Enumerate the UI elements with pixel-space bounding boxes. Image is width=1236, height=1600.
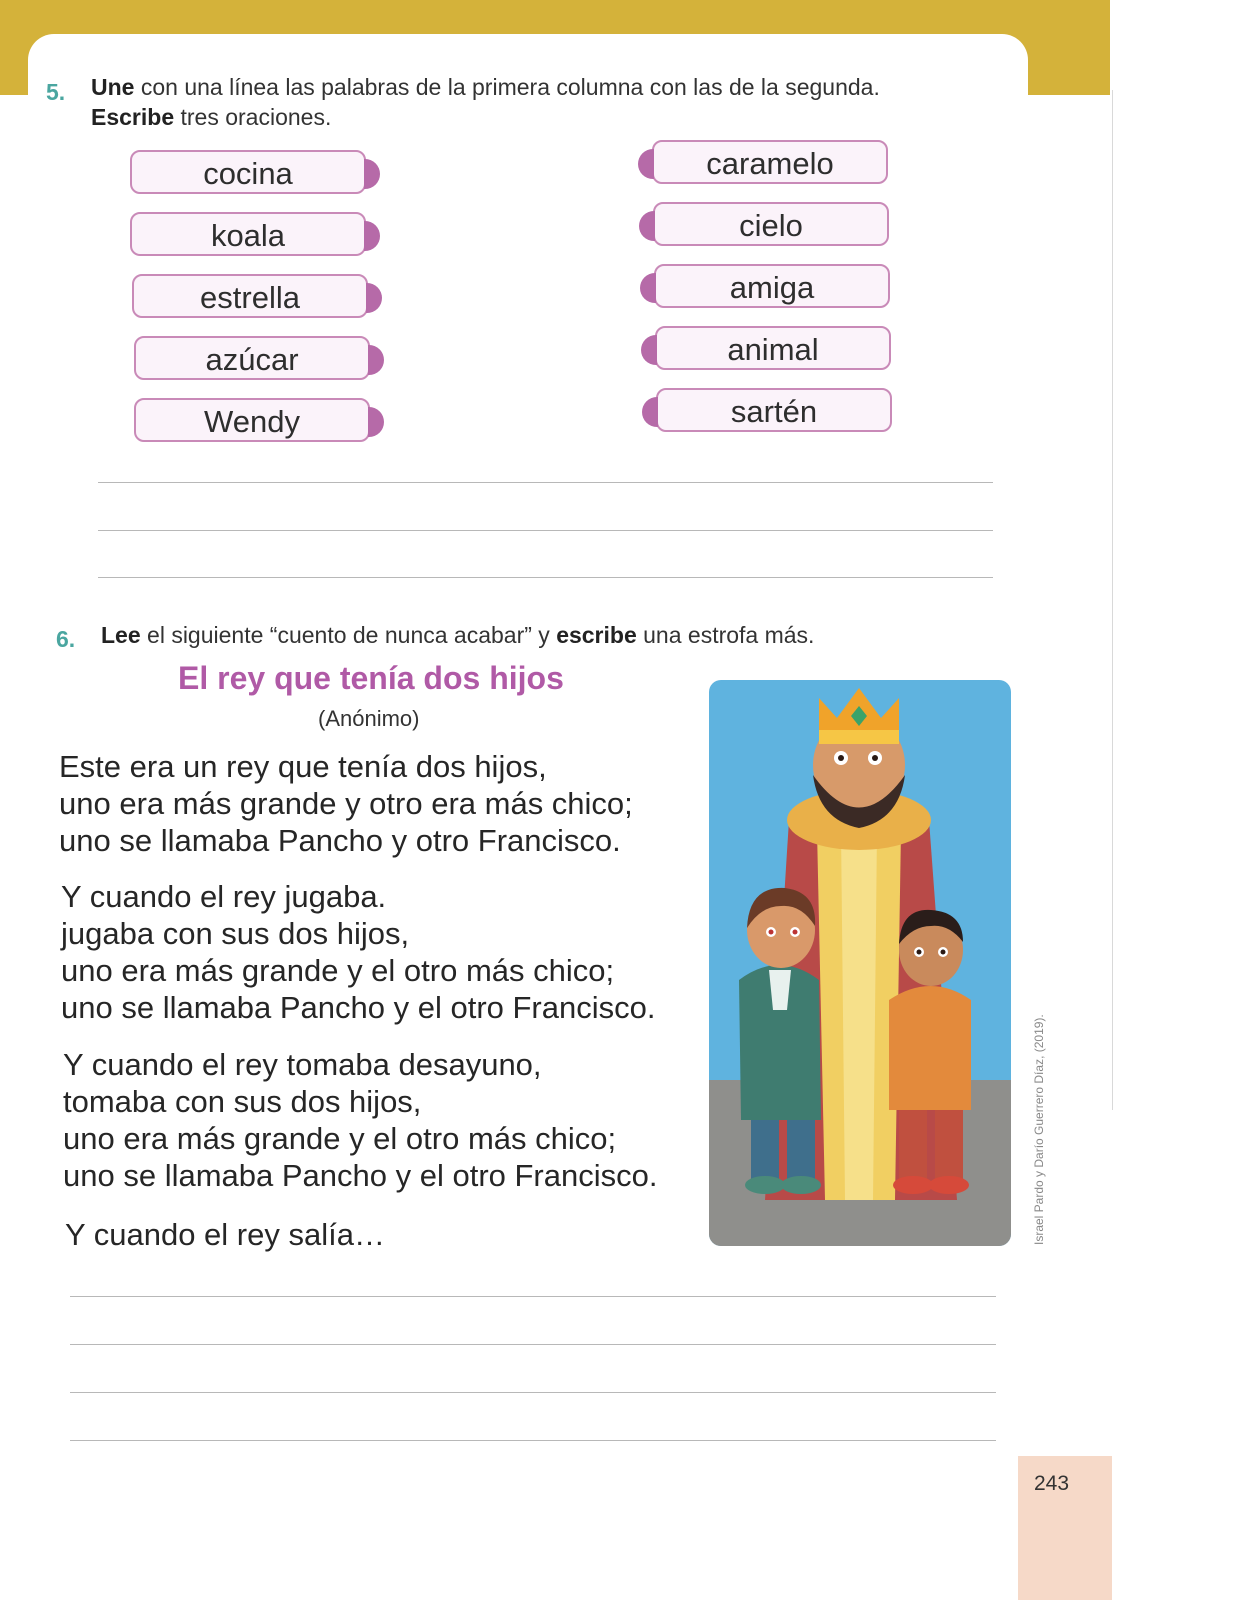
word-label: azúcar <box>205 342 299 377</box>
exercise-5-instruction <box>91 72 880 132</box>
poem-line: Y cuando el rey tomaba desayuno, <box>63 1047 542 1082</box>
poem-line: Este era un rey que tenía dos hijos, <box>59 749 547 784</box>
word-label: estrella <box>200 280 300 315</box>
writing-line[interactable] <box>70 1296 996 1297</box>
poem-line: uno era más grande y el otro más chico; <box>61 953 615 988</box>
writing-line[interactable] <box>70 1440 996 1441</box>
word-tag-left[interactable] <box>130 150 366 194</box>
word-tag-left[interactable] <box>132 274 368 318</box>
margin-rule <box>1112 90 1113 1110</box>
exercise-6-number: 6. <box>56 626 76 652</box>
page-number: 243 <box>1034 1472 1070 1495</box>
word-tag-left[interactable] <box>130 212 366 256</box>
word-label: sartén <box>730 394 818 429</box>
exercise-5-number: 5. <box>46 79 66 105</box>
instruction-verb: escribe <box>556 622 637 648</box>
word-tag-right[interactable] <box>655 326 891 370</box>
poem-stanza <box>61 878 655 1026</box>
writing-line[interactable] <box>70 1344 996 1345</box>
king-and-sons-illustration <box>709 680 1011 1246</box>
poem-line: tomaba con sus dos hijos, <box>63 1084 422 1119</box>
instruction-verb: Lee <box>101 622 141 648</box>
word-label: amiga <box>729 270 815 305</box>
word-label: Wendy <box>204 404 300 439</box>
word-tag-left[interactable] <box>134 398 370 442</box>
word-label: caramelo <box>706 146 834 181</box>
writing-line[interactable] <box>70 1392 996 1393</box>
word-tag-right[interactable] <box>654 264 890 308</box>
poem-stanza <box>59 748 633 859</box>
writing-line[interactable] <box>98 530 993 531</box>
instruction-text: el siguiente “cuento de nunca acabar” y <box>140 622 557 648</box>
word-label: koala <box>210 218 286 253</box>
word-tag-left[interactable] <box>134 336 370 380</box>
poem-line: uno se llamaba Pancho y el otro Francisco. <box>63 1158 658 1193</box>
image-credit: Israel Pardo y Darío Guerrero Díaz, (2019). <box>1032 1014 1046 1245</box>
instruction-verb: Escribe <box>91 104 175 130</box>
instruction-text: con una línea las palabras de la primera columna con las de la segunda. <box>134 74 880 100</box>
word-tag-right[interactable] <box>652 140 888 184</box>
word-label: cocina <box>203 156 293 191</box>
poem-title: El rey que tenía dos hijos <box>178 660 564 696</box>
poem-line: uno era más grande y otro era más chico; <box>59 786 633 821</box>
poem-line: uno se llamaba Pancho y otro Francisco. <box>59 823 621 858</box>
instruction-text: tres oraciones. <box>174 104 332 130</box>
poem-line: uno era más grande y el otro más chico; <box>63 1121 617 1156</box>
word-tag-right[interactable] <box>653 202 889 246</box>
poem-line: uno se llamaba Pancho y el otro Francisco. <box>61 990 656 1025</box>
poem-stanza <box>63 1046 657 1194</box>
illustration-graphic <box>709 680 1011 1246</box>
poem-line: Y cuando el rey salía… <box>65 1217 385 1252</box>
instruction-text: una estrofa más. <box>636 622 815 648</box>
exercise-6-instruction <box>101 620 814 650</box>
instruction-verb: Une <box>91 74 135 100</box>
word-label: cielo <box>739 208 803 243</box>
poem-stanza <box>65 1216 385 1253</box>
poem-author: (Anónimo) <box>318 706 420 731</box>
word-label: animal <box>727 332 819 367</box>
writing-line[interactable] <box>98 482 993 483</box>
poem-line: Y cuando el rey jugaba. <box>61 879 387 914</box>
word-tag-right[interactable] <box>656 388 892 432</box>
poem-line: jugaba con sus dos hijos, <box>61 916 410 951</box>
writing-line[interactable] <box>98 577 993 578</box>
